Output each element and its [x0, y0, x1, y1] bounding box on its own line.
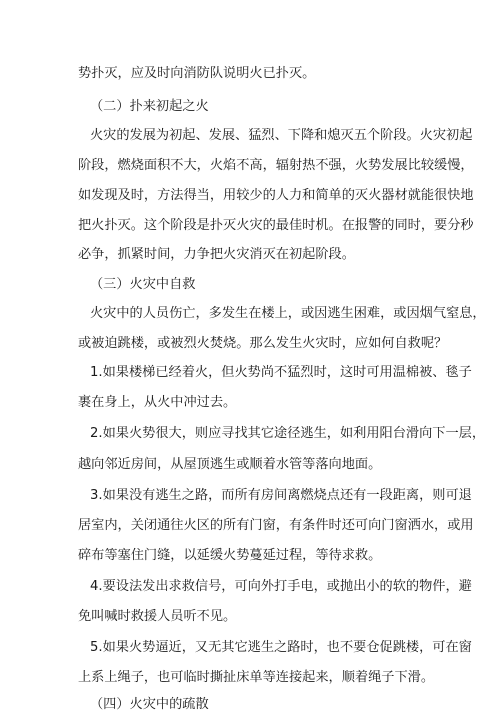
section-heading: （四）火灾中的疏散 — [90, 697, 209, 712]
list-item-line: 居室内，关闭通往火区的所有门窗，有条件时还可向门窗洒水，或用 — [78, 518, 474, 533]
section-heading: （三）火灾中自救 — [90, 277, 196, 292]
list-item-line: 碎布等塞住门缝，以延缓火势蔓延过程，等待求救。 — [78, 548, 382, 563]
paragraph-line: 把火扑灭。这个阶段是扑灭火灾的最佳时机。在报警的同时，要分秒 — [78, 218, 474, 233]
paragraph-line: 阶段，燃烧面积不大，火焰不高，辐射热不强，火势发展比较缓慢， — [78, 158, 474, 173]
paragraph-line: 如发现及时，方法得当，用较少的人力和简单的灭火器材就能很快地 — [78, 188, 474, 203]
list-item-line: 越向邻近房间，从屋顶逃生或顺着水管等落向地面。 — [78, 457, 382, 472]
paragraph-line: 火灾的发展为初起、发展、猛烈、下降和熄灭五个阶段。火灾初起 — [90, 128, 473, 143]
list-item-line: 3.如果没有逃生之路，而所有房间离燃烧点还有一段距离，则可退 — [90, 488, 472, 503]
list-item-line: 裹在身上，从火中冲过去。 — [78, 395, 237, 410]
section-heading: （二）扑来初起之火 — [90, 99, 209, 114]
paragraph-line: 或被迫跳楼，或被烈火焚烧。那么发生火灾时，应如何自救呢？ — [78, 336, 448, 351]
list-item-line: 免叫喊时救援人员听不见。 — [78, 609, 237, 624]
paragraph-line: 势扑灭，应及时向消防队说明火已扑灭。 — [78, 66, 316, 81]
list-item-line: 4.要设法发出求救信号，可向外打手电，或抛出小的软的物件，避 — [90, 579, 472, 594]
paragraph-line: 必争，抓紧时间，力争把火灾消灭在初起阶段。 — [78, 247, 355, 262]
list-item-line: 5.如果火势逼近，又无其它逃生之路时，也不要仓促跳楼，可在窗 — [90, 640, 472, 655]
paragraph-line: 火灾中的人员伤亡，多发生在楼上，或因逃生困难，或因烟气窒息， — [90, 306, 486, 321]
list-item-line: 1.如果楼梯已经着火，但火势尚不猛烈时，这时可用温棉被、毯子 — [90, 365, 472, 380]
list-item-line: 上系上绳子，也可临时撕扯床单等连接起来，顺着绳子下滑。 — [78, 670, 435, 685]
list-item-line: 2.如果火势很大，则应寻找其它途径逃生，如利用阳台滑向下一层， — [90, 426, 486, 441]
